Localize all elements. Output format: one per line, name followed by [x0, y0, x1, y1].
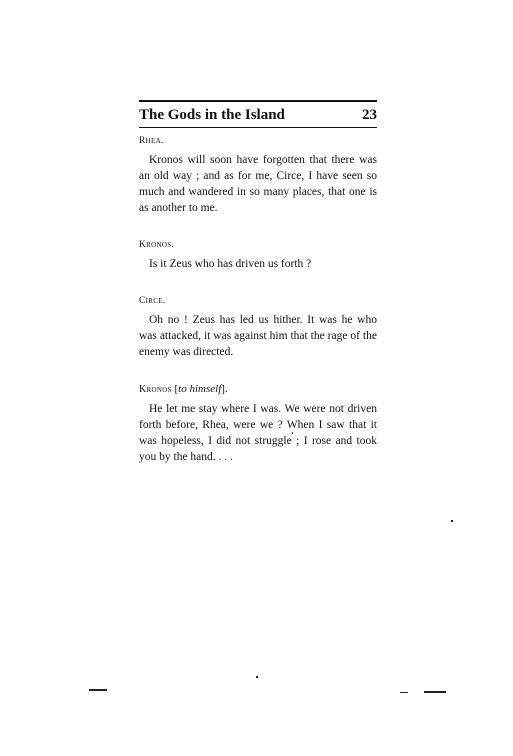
book-page	[139, 100, 377, 465]
speaker-name: Rhea.	[139, 136, 164, 146]
page-number: 23	[362, 107, 377, 123]
dialogue-block-rhea	[139, 134, 377, 216]
dialogue-block-kronos-aside	[139, 382, 377, 465]
running-head	[139, 106, 377, 127]
scan-speck	[451, 520, 453, 522]
speaker-name: Kronos	[139, 384, 172, 395]
speech-text: He let me stay where I was. We were not driven forth before, Rhea, were we ? When I saw that it was hopeless, I did not struggle ; I rose and took you by the hand. . . .	[139, 403, 377, 463]
scan-speck	[424, 691, 446, 693]
speech-text: Kronos will soon have forgotten that there was an old way ; and as for me, Circe, I have seen so much and wandered in so many places, that one is as another to me.	[139, 154, 377, 214]
dialogue-block-kronos	[139, 238, 377, 272]
scan-speck	[256, 676, 258, 678]
speech-text: Is it Zeus who has driven us forth ?	[149, 258, 312, 270]
speech-text: Oh no ! Zeus has led us hither. It was he who was attacked, it was against him that the rage of the enemy was directed.	[139, 314, 377, 358]
header-rule-top	[139, 100, 377, 102]
speaker-with-direction: Kronos [to himself].	[139, 383, 228, 395]
running-title: The Gods in the Island	[139, 107, 285, 123]
speaker-name: Kronos.	[139, 240, 175, 250]
scan-speck	[292, 432, 293, 434]
scan-speck	[400, 692, 408, 693]
stage-direction: to himself	[178, 383, 222, 395]
scan-speck	[89, 689, 107, 691]
header-rule-bottom	[139, 127, 377, 128]
speaker-name: Circe.	[139, 296, 166, 306]
dialogue-block-circe	[139, 294, 377, 360]
